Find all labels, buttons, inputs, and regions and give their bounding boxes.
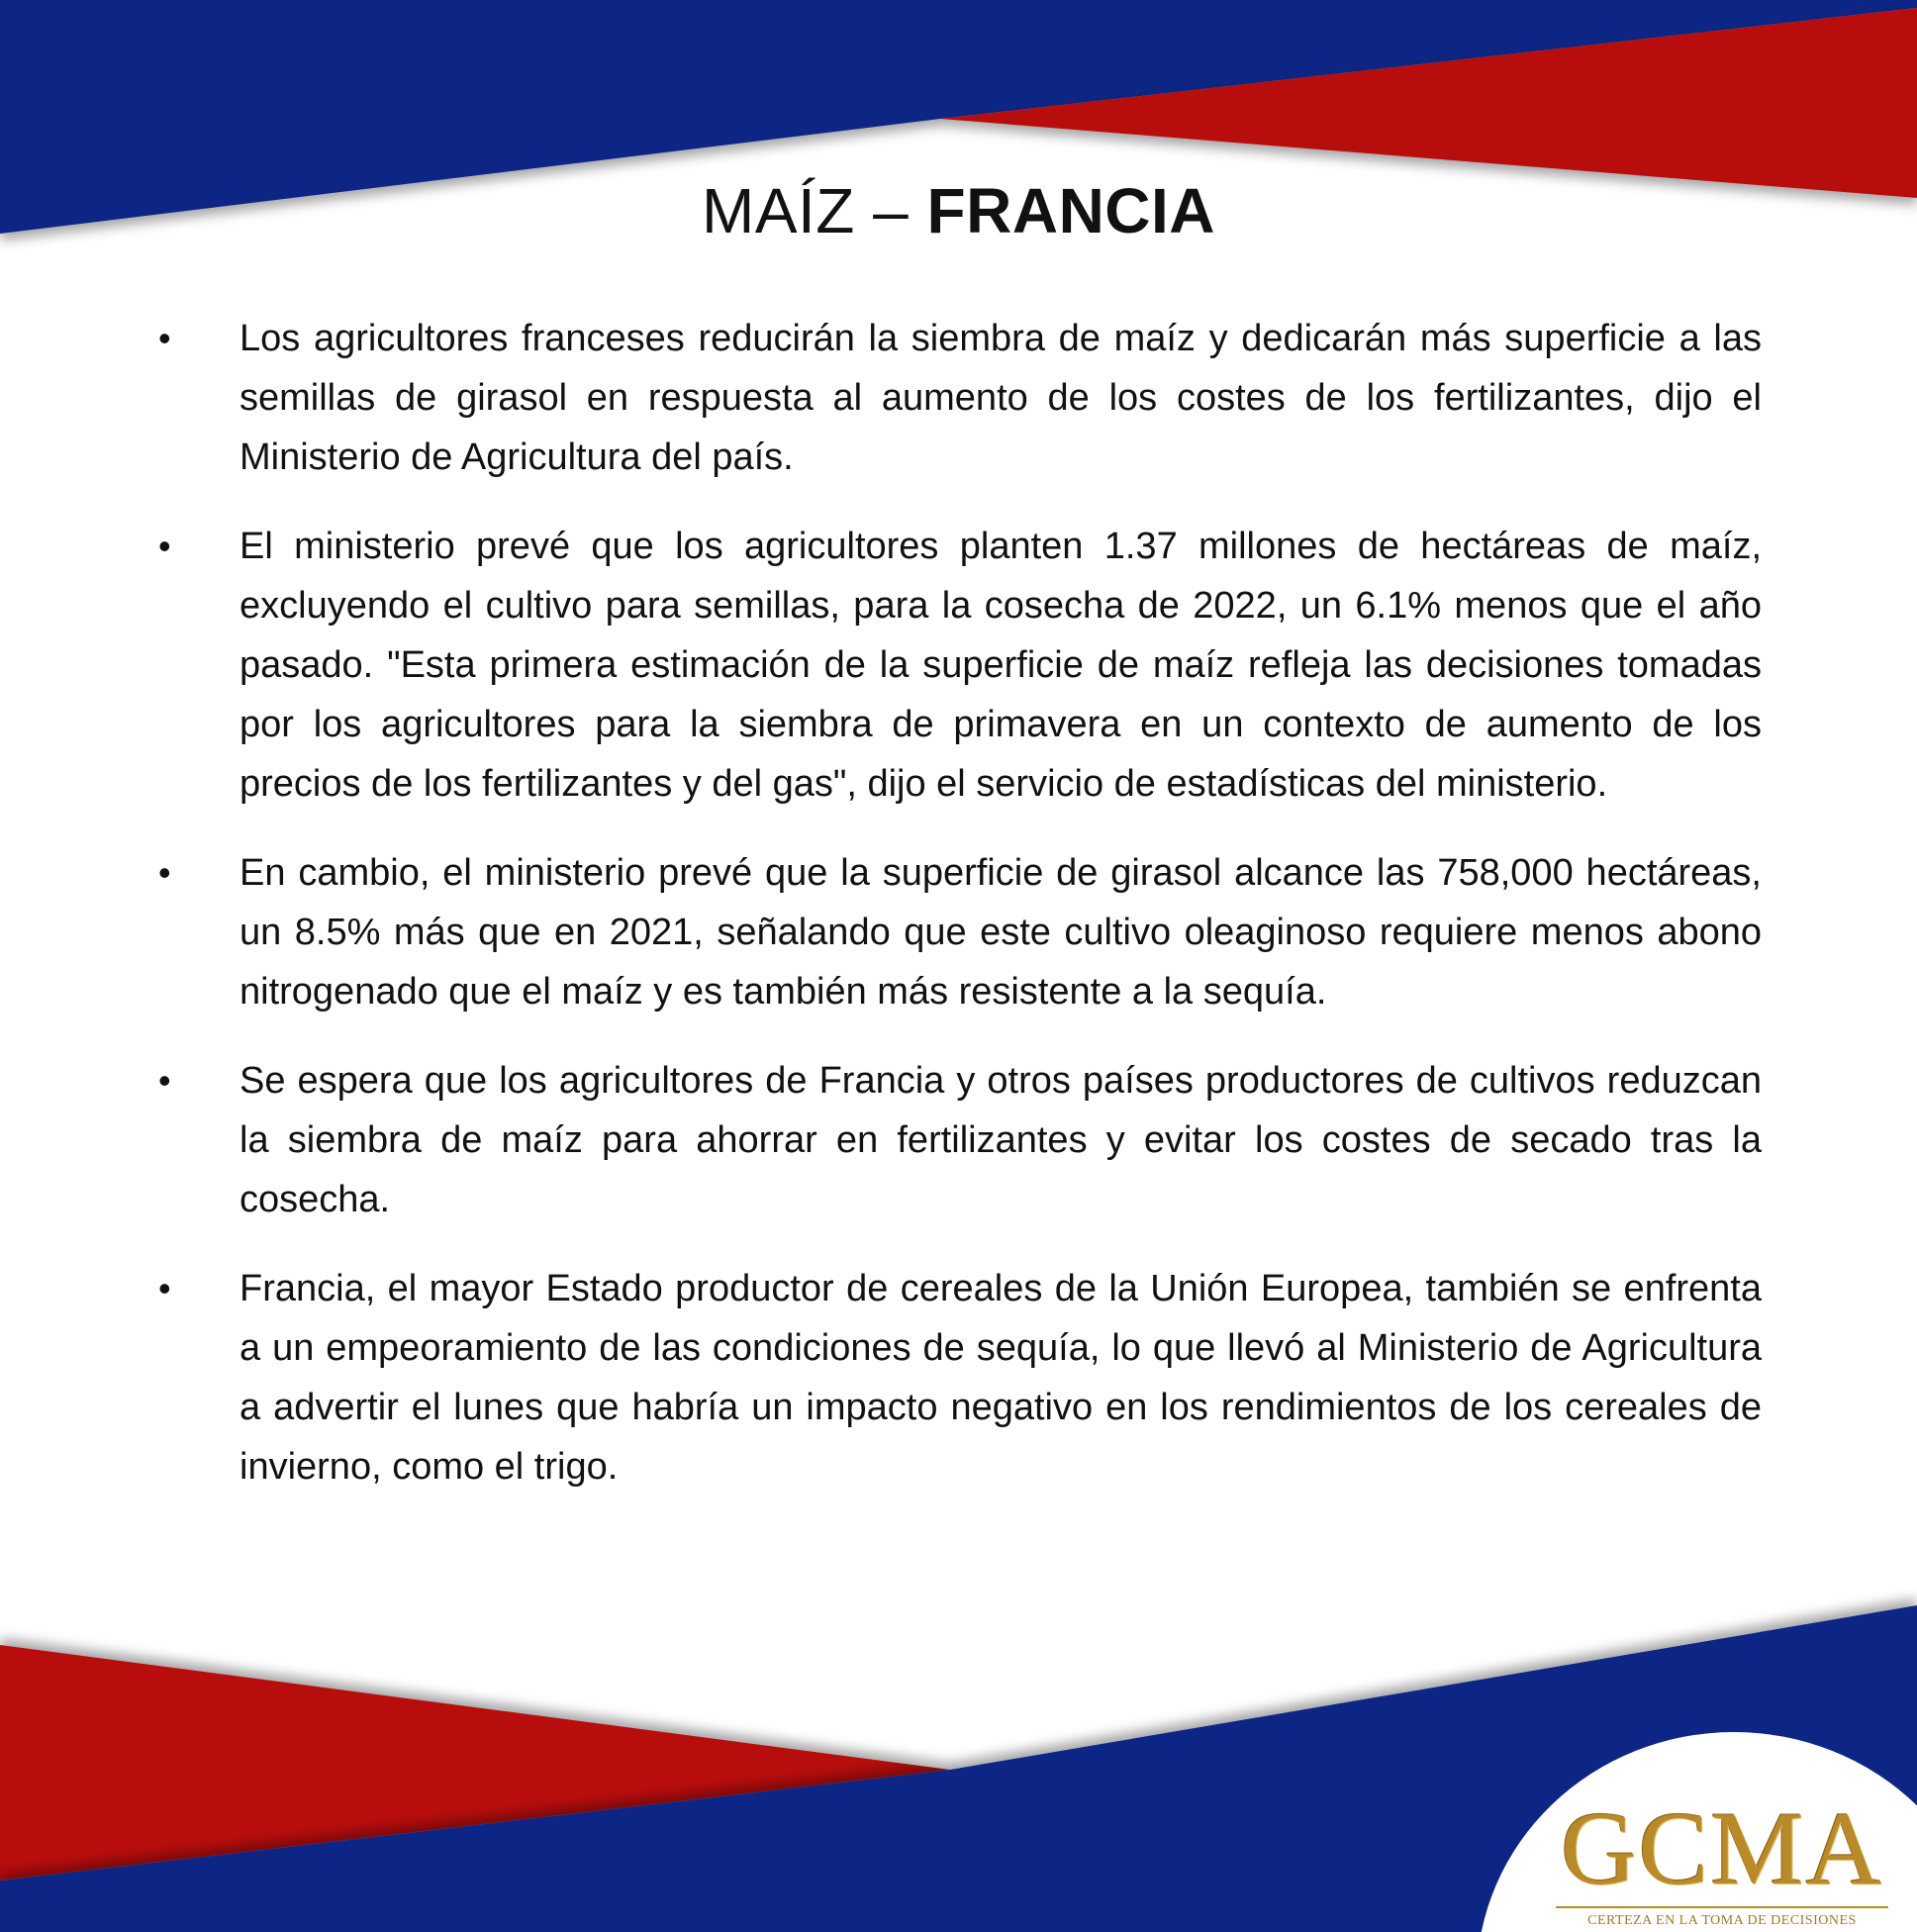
- bullet-icon: •: [158, 1268, 171, 1308]
- bullet-icon: •: [158, 526, 171, 566]
- bullet-icon: •: [158, 852, 171, 893]
- gcma-logo: GCMA: [1560, 1790, 1884, 1906]
- page-title: [0, 174, 1917, 247]
- list-item: [158, 1051, 1762, 1229]
- list-item: [158, 843, 1762, 1021]
- bullet-icon: •: [158, 318, 171, 358]
- bullet-text: El ministerio prevé que los agricultores planten 1.37 millones de hectáreas de maíz, excluyendo el cultivo para semillas, para la cosecha de 2022, un 6.1% menos que el año pasado. "Esta primera estimación de la superficie de maíz refleja las decisiones tomadas por los agricultores para la siembra de primavera en un contexto de aumento de los precios de los fertilizantes y del gas", dijo el servicio de estadísticas del ministerio.: [240, 526, 1762, 805]
- bullet-list: [158, 309, 1762, 1526]
- title-main: MAÍZ –: [702, 175, 927, 246]
- bullet-text: En cambio, el ministerio prevé que la superficie de girasol alcance las 758,000 hectáreas, un 8.5% más que en 2021, señalando que este cultivo oleaginoso requiere menos abono nitrogenado que el maíz y es también más resistente a la sequía.: [240, 852, 1762, 1013]
- logo-tagline: CERTEZA EN LA TOMA DE DECISIONES: [1587, 1913, 1857, 1928]
- bullet-icon: •: [158, 1060, 171, 1101]
- bullet-text: Los agricultores franceses reducirán la siembra de maíz y dedicarán más superficie a las semillas de girasol en respuesta al aumento de los costes de los fertilizantes, dijo el Ministerio de Agricultura del país.: [240, 318, 1762, 478]
- list-item: [158, 309, 1762, 487]
- bullet-text: Se espera que los agricultores de Francia y otros países productores de cultivos reduzcan la siembra de maíz para ahorrar en fertilizantes y evitar los costes de secado tras la cosecha.: [240, 1060, 1762, 1220]
- list-item: [158, 1259, 1762, 1497]
- title-country: FRANCIA: [926, 175, 1215, 246]
- logo-divider: [1556, 1906, 1888, 1908]
- bullet-text: Francia, el mayor Estado productor de cereales de la Unión Europea, también se enfrenta a un empeoramiento de las condiciones de sequía, lo que llevó al Ministerio de Agricultura a advertir el lunes que habría un impacto negativo en los rendimientos de los cereales de invierno, como el trigo.: [240, 1268, 1762, 1488]
- list-item: [158, 517, 1762, 814]
